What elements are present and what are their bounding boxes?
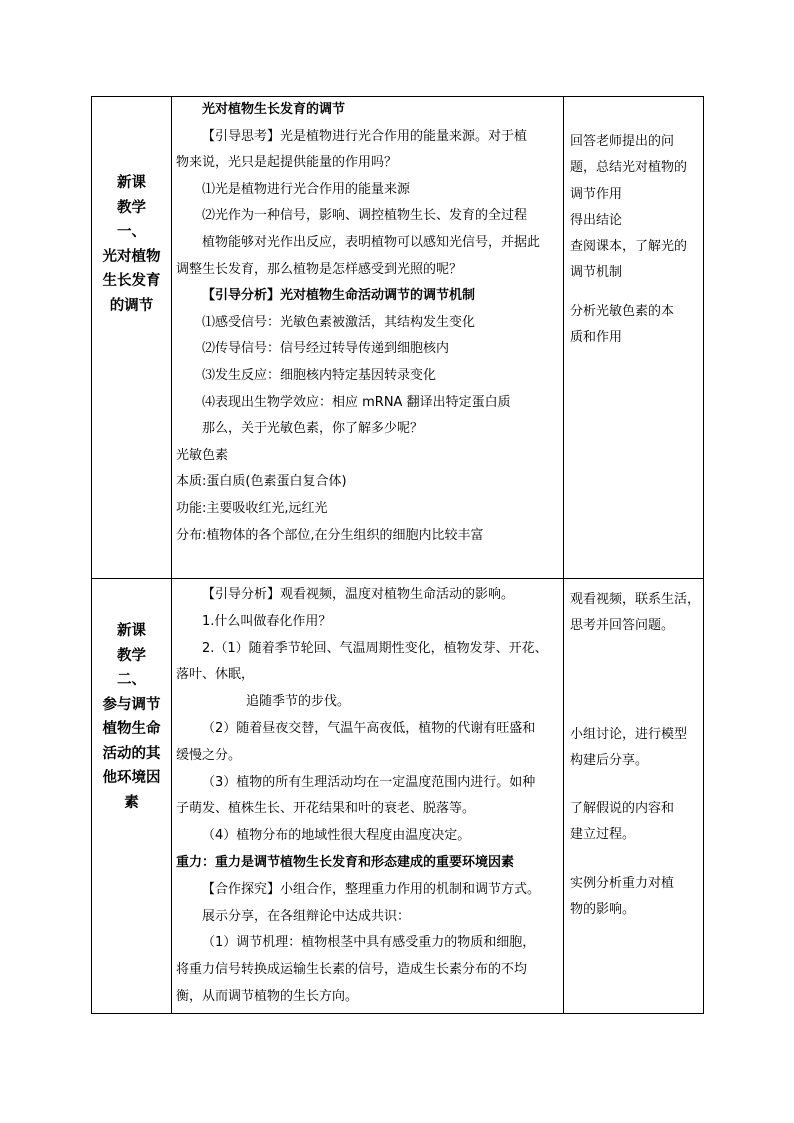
activity-line: 【引导分析】观看视频，温度对植物生命活动的影响。 — [202, 587, 515, 602]
section-label-cell — [92, 579, 172, 1014]
section-label-line: 活动的其 — [102, 745, 161, 762]
section-heading: 光对植物生长发育的调节 — [202, 102, 346, 117]
activity-line: 植物能够对光作出反应，表明植物可以感知光信号，并据此 — [202, 234, 541, 250]
student-line: 建立过程。 — [570, 827, 636, 843]
activity-line: （3）植物的所有生理活动均在一定温度范围内进行。如种 — [202, 774, 536, 790]
student-activity-cell — [564, 97, 704, 579]
student-line: 调节作用 — [570, 186, 623, 202]
activity-line: 【引导思考】光是植物进行光合作用的能量来源。对于植 — [202, 128, 528, 144]
lesson-plan-table — [91, 96, 704, 1014]
activity-line: 展示分享，在各组辩论中达成共识： — [202, 908, 411, 924]
spacer — [570, 849, 699, 871]
activity-line: 重力：重力是调节植物生长发育和形态建成的重要环境因素 — [176, 854, 515, 870]
section-label-line: 新课 — [117, 175, 146, 191]
activity-line: ⑴光是植物进行光合作用的能量来源 — [202, 181, 411, 197]
table-row — [92, 579, 704, 1014]
activity-line: 子萌发、植株生长、开花结果和叶的衰老、脱落等。 — [176, 801, 476, 817]
teacher-activity-cell — [172, 97, 564, 579]
table-row — [92, 97, 704, 579]
section-label-line: 植物生命 — [102, 721, 161, 737]
student-line: 查阅课本，了解光的 — [570, 239, 688, 255]
student-line: 物的影响。 — [570, 902, 636, 918]
section-label-line: 二、 — [117, 672, 146, 688]
spacer — [570, 774, 699, 796]
section-label-line: 的调节 — [109, 297, 154, 314]
activity-line: 功能:主要吸收红光,远红光 — [176, 500, 328, 516]
activity-line: 缓慢之分。 — [176, 747, 242, 763]
section-label-line: 新课 — [117, 623, 146, 639]
student-activity-cell — [564, 579, 704, 1014]
section-label-line: 教学 — [117, 199, 146, 216]
activity-line: 追随季节的步伐。 — [246, 694, 351, 710]
student-line: 回答老师提出的问 — [570, 134, 675, 149]
activity-line: 那么，关于光敏色素，你了解多少呢？ — [202, 421, 424, 437]
section-label-line: 他环境因 — [102, 770, 161, 786]
section-label-line: 参与调节 — [102, 696, 161, 713]
section-label-line: 素 — [124, 794, 139, 811]
activity-line: （2）随着昼夜交替，气温午高夜低，植物的代谢有旺盛和 — [202, 720, 536, 736]
teacher-activity-cell — [172, 579, 564, 1014]
activity-line: 调整生长发育，那么植物是怎样感受到光照的呢？ — [176, 261, 463, 277]
student-line: 质和作用 — [570, 330, 623, 346]
student-line: 小组讨论，进行模型 — [570, 726, 688, 742]
section-label-line: 生长发育 — [102, 273, 161, 289]
activity-line: 本质:蛋白质(色素蛋白复合体) — [176, 474, 347, 490]
activity-line: 【合作探究】小组合作，整理重力作用的机制和调节方式。 — [202, 881, 541, 897]
spacer — [570, 287, 699, 299]
activity-line: ⑵光作为一种信号，影响、调控植物生长、发育的全过程 — [202, 208, 528, 224]
student-line: 观看视频，联系生活， — [570, 592, 701, 607]
section-label-cell — [92, 97, 172, 579]
activity-line: 2.（1）随着季节轮回、气温周期性变化，植物发芽、开花、 — [202, 640, 548, 656]
activity-line: ⑵传导信号：信号经过转导传递到细胞核内 — [202, 341, 450, 357]
activity-line: （4）植物分布的地域性很大程度由温度决定。 — [202, 828, 471, 844]
student-line: 实例分析重力对植 — [570, 875, 675, 891]
activity-line: 分布:植物体的各个部位,在分生组织的细胞内比较丰富 — [176, 527, 484, 543]
section-label-line: 一、 — [117, 224, 146, 240]
student-line: 分析光敏色素的本 — [570, 303, 675, 319]
activity-line: 物来说，光只是起提供能量的作用吗？ — [176, 155, 398, 171]
activity-line: 将重力信号转换成运输生长素的信号，造成生长素分布的不均 — [176, 962, 528, 978]
spacer — [570, 640, 699, 722]
activity-line: 光敏色素 — [176, 447, 229, 463]
section-label-line: 光对植物 — [102, 248, 161, 265]
student-line: 得出结论 — [570, 212, 623, 228]
student-line: 题，总结光对植物的 — [570, 160, 688, 176]
activity-line: （1）调节机理：植物根茎中具有感受重力的物质和细胞， — [202, 935, 536, 951]
activity-line: 【引导分析】光对植物生命活动调节的调节机制 — [202, 288, 476, 304]
activity-line: ⑴感受信号：光敏色素被激活，其结构发生变化 — [202, 314, 476, 330]
activity-line: 落叶、休眠， — [176, 667, 255, 683]
student-line: 思考并回答问题。 — [570, 618, 675, 634]
activity-line: 1.什么叫做春化作用？ — [202, 613, 332, 629]
activity-line: ⑷表现出生物学效应：相应 mRNA 翻译出特定蛋白质 — [202, 394, 511, 410]
activity-line: ⑶发生反应：细胞核内特定基因转录变化 — [202, 367, 437, 383]
student-line: 调节机制 — [570, 265, 623, 281]
student-line: 构建后分享。 — [570, 752, 649, 768]
activity-line: 衡，从而调节植物的生长方向。 — [176, 988, 359, 1004]
student-line: 了解假说的内容和 — [570, 801, 675, 817]
section-label-line: 教学 — [117, 647, 146, 664]
